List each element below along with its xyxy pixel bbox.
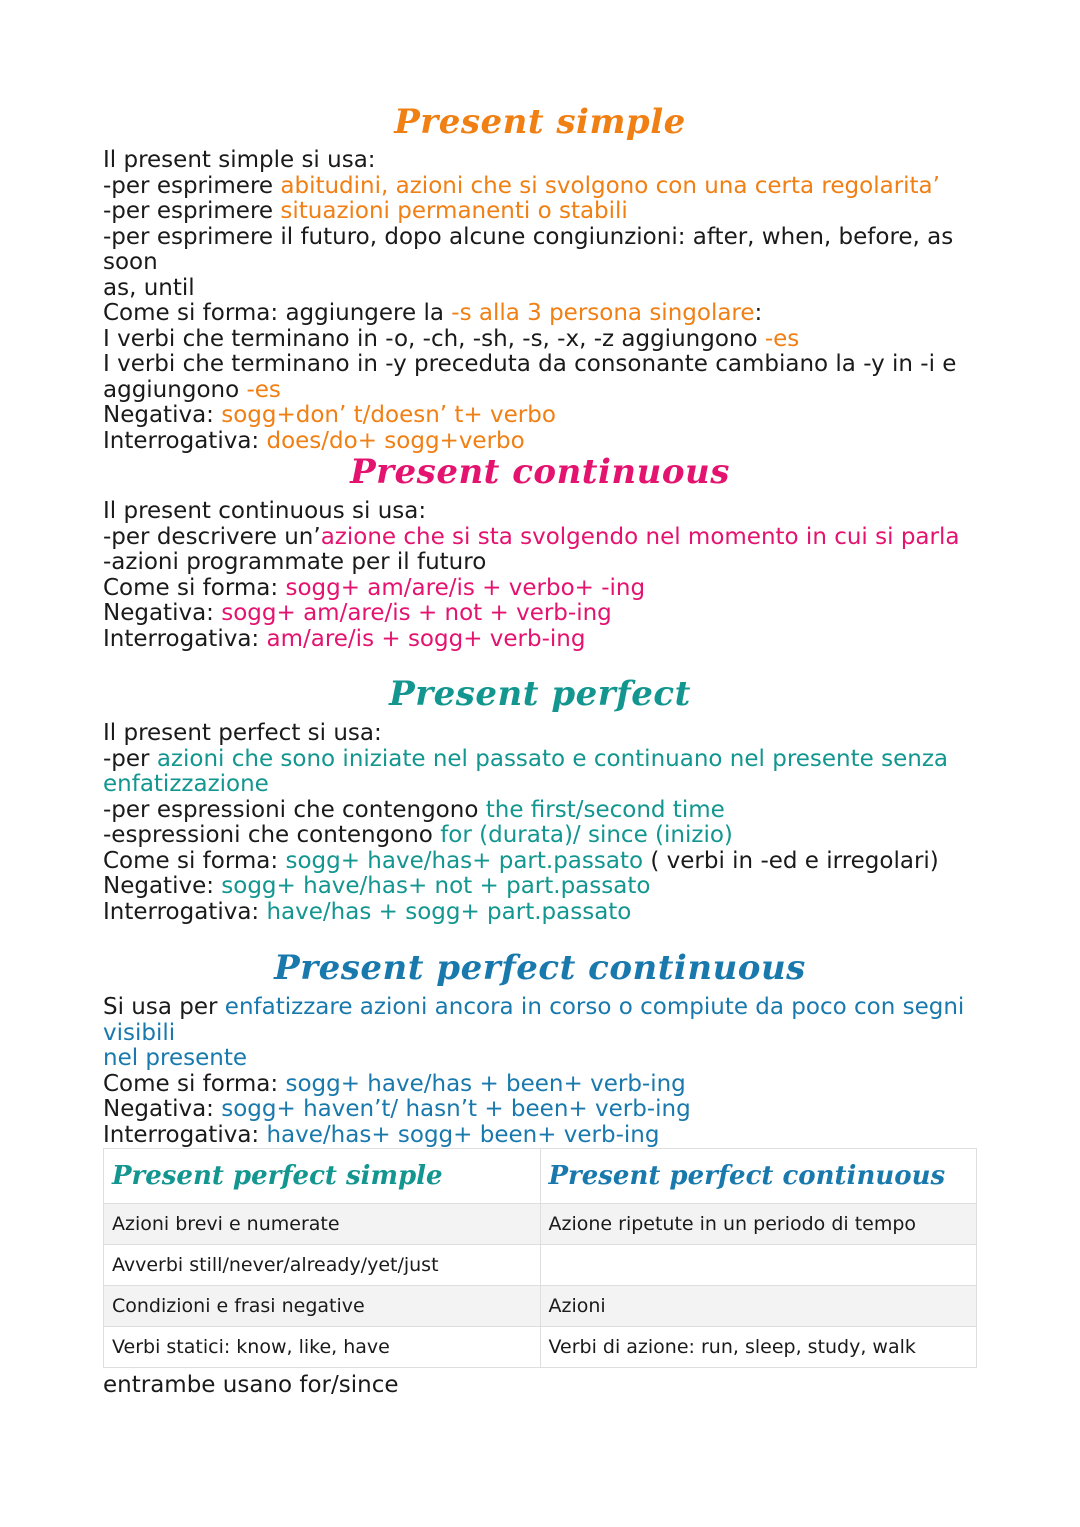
text-line: nel presente: [103, 1045, 248, 1071]
text-line: Come si forma: aggiungere la -s alla 3 persona singolare:: [103, 300, 763, 326]
comparison-table: [103, 1148, 977, 1368]
text-line: Si usa per enfatizzare azioni ancora in corso o compiute da poco con segni visibili: [103, 994, 972, 1046]
table-cell: [540, 1245, 977, 1286]
table-row: [104, 1245, 977, 1286]
column-header-present-perfect-simple: Present perfect simple: [104, 1149, 541, 1204]
table-cell: Verbi statici: know, like, have: [104, 1327, 541, 1368]
text-line: Negativa: sogg+don’ t/doesn’ t+ verbo: [103, 402, 556, 428]
present-perfect-continuous-section: [103, 995, 993, 1148]
column-header-present-perfect-continuous: Present perfect continuous: [540, 1149, 977, 1204]
text-line: Come si forma: sogg+ have/has + been+ verb-ing: [103, 1070, 686, 1097]
text-line: Interrogativa: have/has + sogg+ part.passato: [103, 898, 632, 925]
table-cell: Avverbi still/never/already/yet/just: [104, 1245, 541, 1286]
text-line: -per azioni che sono iniziate nel passato e continuano nel presente senza: [103, 745, 948, 772]
text-line: Il present simple si usa:: [103, 147, 376, 173]
text-line: -azioni programmate per il futuro: [103, 549, 487, 575]
section-title-present-simple: Present simple: [394, 102, 686, 142]
section-title-present-perfect-continuous: Present perfect continuous: [274, 948, 806, 988]
table-row: [104, 1204, 977, 1245]
text-line: Interrogativa: does/do+ sogg+verbo: [103, 427, 525, 454]
table-cell: Azione ripetute in un periodo di tempo: [540, 1204, 977, 1245]
table-cell: Azioni brevi e numerate: [104, 1204, 541, 1245]
text-line: as, until: [103, 274, 195, 301]
text-line: Negative: sogg+ have/has+ not + part.passato: [103, 873, 651, 899]
text-line: -per espressioni che contengono the first/second time: [103, 796, 725, 823]
section-title-present-perfect: Present perfect: [389, 674, 691, 714]
table-cell: Verbi di azione: run, sleep, study, walk: [540, 1327, 977, 1368]
text-line: Il present continuous si usa:: [103, 498, 427, 524]
present-simple-section: [103, 148, 993, 454]
table-cell: Condizioni e frasi negative: [104, 1286, 541, 1327]
text-line: I verbi che terminano in -o, -ch, -sh, -s, -x, -z aggiungono -es: [103, 325, 800, 352]
text-line: -espressioni che contengono for (durata)/ since (inizio): [103, 822, 733, 848]
text-line: Negativa: sogg+ haven’t/ hasn’t + been+ verb-ing: [103, 1096, 691, 1122]
table-row: [104, 1286, 977, 1327]
present-perfect-section: [103, 721, 993, 925]
text-line: Interrogativa: am/are/is + sogg+ verb-ing: [103, 625, 586, 652]
table-cell: Azioni: [540, 1286, 977, 1327]
section-title-present-continuous: Present continuous: [350, 452, 730, 492]
text-line: -per esprimere situazioni permanenti o stabili: [103, 198, 628, 224]
text-line: enfatizzazione: [103, 771, 269, 797]
text-line: Come si forma: sogg+ am/are/is + verbo+ -ing: [103, 574, 646, 601]
text-line: I verbi che terminano in -y preceduta da consonante cambiano la -y in -i e: [103, 351, 957, 377]
text-line: aggiungono -es: [103, 376, 281, 403]
text-line: -per esprimere abitudini, azioni che si svolgono con una certa regolarita’: [103, 172, 940, 199]
present-continuous-section: [103, 499, 993, 652]
footer-note: entrambe usano for/since: [103, 1372, 399, 1398]
text-line: Come si forma: sogg+ have/has+ part.passato ( verbi in -ed e irregolari): [103, 847, 939, 874]
text-line: -per descrivere un’azione che si sta svolgendo nel momento in cui si parla: [103, 523, 960, 550]
table-header-row: [104, 1149, 977, 1204]
text-line: Il present perfect si usa:: [103, 720, 382, 746]
text-line: Interrogativa: have/has+ sogg+ been+ verb-ing: [103, 1121, 660, 1148]
table-row: [104, 1327, 977, 1368]
text-line: -per esprimere il futuro, dopo alcune congiunzioni: after, when, before, as soon: [103, 223, 961, 275]
text-line: Negativa: sogg+ am/are/is + not + verb-ing: [103, 600, 612, 626]
